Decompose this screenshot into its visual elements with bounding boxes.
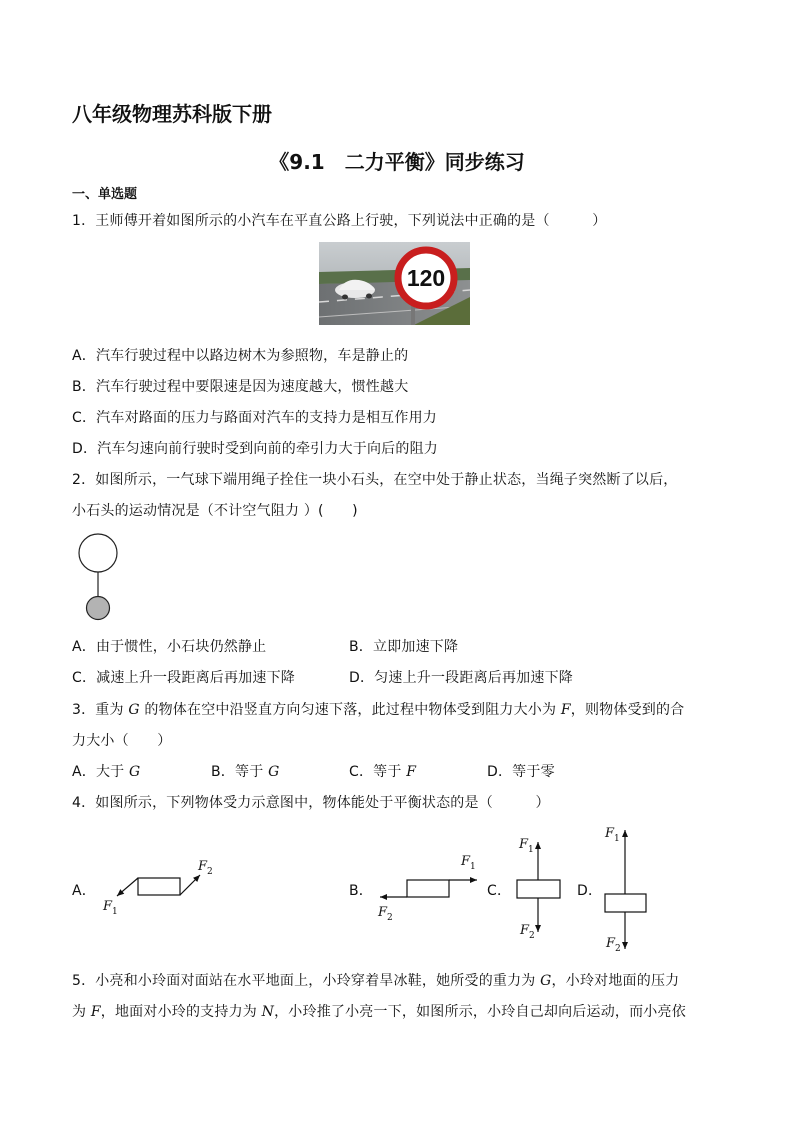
- svg-text:F2: $F_2$: [520, 923, 535, 941]
- question-1-option-c: C．汽车对路面的压力与路面对汽车的支持力是相互作用力: [72, 410, 437, 426]
- balloon-stone-diagram: [74, 532, 122, 624]
- question-5-stem-line-1: 5．小亮和小玲面对面站在水平地面上，小玲穿着旱冰鞋，她所受的重力为 G，小玲对地面的压力: [72, 973, 680, 989]
- svg-text:F2: $F_2$: [606, 936, 621, 954]
- question-2-stem-line-2: 小石头的运动情况是（不计空气阻力 ）( ): [72, 503, 358, 519]
- speed-limit-sign: [396, 248, 456, 308]
- question-1-stem: 1．王师傅开着如图所示的小汽车在平直公路上行驶，下列说法中正确的是（ ）: [72, 213, 607, 229]
- document-header: 八年级物理苏科版下册: [72, 102, 272, 126]
- question-2-option-d: D．匀速上升一段距离后再加速下降: [349, 670, 573, 686]
- question-4-label-d: D．: [577, 883, 603, 899]
- question-1-option-d: D．汽车匀速向前行驶时受到向前的牵引力大于向后的阻力: [72, 441, 438, 457]
- speed-limit-photo: [319, 242, 470, 325]
- svg-text:F2: $F_2$: [198, 859, 213, 877]
- svg-text:F1: $F_1$: [103, 899, 118, 917]
- question-2-option-b: B．立即加速下降: [349, 639, 459, 655]
- stone-shape: [87, 597, 110, 620]
- section-heading: 一、单选题: [72, 187, 138, 202]
- question-1-option-b: B．汽车行驶过程中要限速是因为速度越大，惯性越大: [72, 379, 409, 395]
- document-title: 《9.1 二力平衡》同步练习: [269, 150, 525, 174]
- svg-text:F2: $F_2$: [378, 905, 393, 923]
- question-3-option-b: B．等于 G: [211, 764, 280, 780]
- force-diagram-b: [377, 854, 477, 923]
- question-3-option-a: A．大于 G: [72, 764, 141, 780]
- question-3-option-d: D．等于零: [487, 764, 555, 780]
- question-3-stem-line-1: 3．重为 G 的物体在空中沿竖直方向匀速下落，此过程中物体受到阻力大小为 F，则物体受到的合: [72, 702, 685, 718]
- question-2-stem-line-1: 2．如图所示，一气球下端用绳子拴住一块小石头，在空中处于静止状态，当绳子突然断了以后，: [72, 472, 678, 488]
- svg-text:F1: $F_1$: [519, 837, 534, 855]
- force-diagram-d: [604, 826, 646, 954]
- question-2-option-a: A．由于惯性，小石块仍然静止: [72, 639, 267, 655]
- question-1-option-a: A．汽车行驶过程中以路边树木为参照物，车是静止的: [72, 348, 409, 364]
- question-2-option-c: C．减速上升一段距离后再加速下降: [72, 670, 295, 686]
- balloon-shape: [79, 534, 117, 572]
- question-4-stem: 4．如图所示，下列物体受力示意图中，物体能处于平衡状态的是（ ）: [72, 795, 550, 811]
- svg-text:F1: $F_1$: [605, 826, 620, 844]
- question-4-label-c: C．: [487, 883, 512, 899]
- question-3-stem-line-2: 力大小（ ）: [72, 733, 172, 749]
- question-5-stem-line-2: 为 F，地面对小玲的支持力为 N，小玲推了小亮一下，如图所示，小玲自己却向后运动，而小亮依: [72, 1004, 686, 1020]
- force-diagram-c: [517, 837, 560, 941]
- force-diagrams: [0, 820, 794, 960]
- question-4-label-a: A．: [72, 883, 96, 899]
- force-diagram-a: [102, 859, 213, 917]
- speed-limit-text: 120: [406, 265, 446, 291]
- svg-text:F1: $F_1$: [461, 854, 476, 872]
- question-3-option-c: C．等于 F: [349, 764, 417, 780]
- question-4-label-b: B．: [349, 883, 374, 899]
